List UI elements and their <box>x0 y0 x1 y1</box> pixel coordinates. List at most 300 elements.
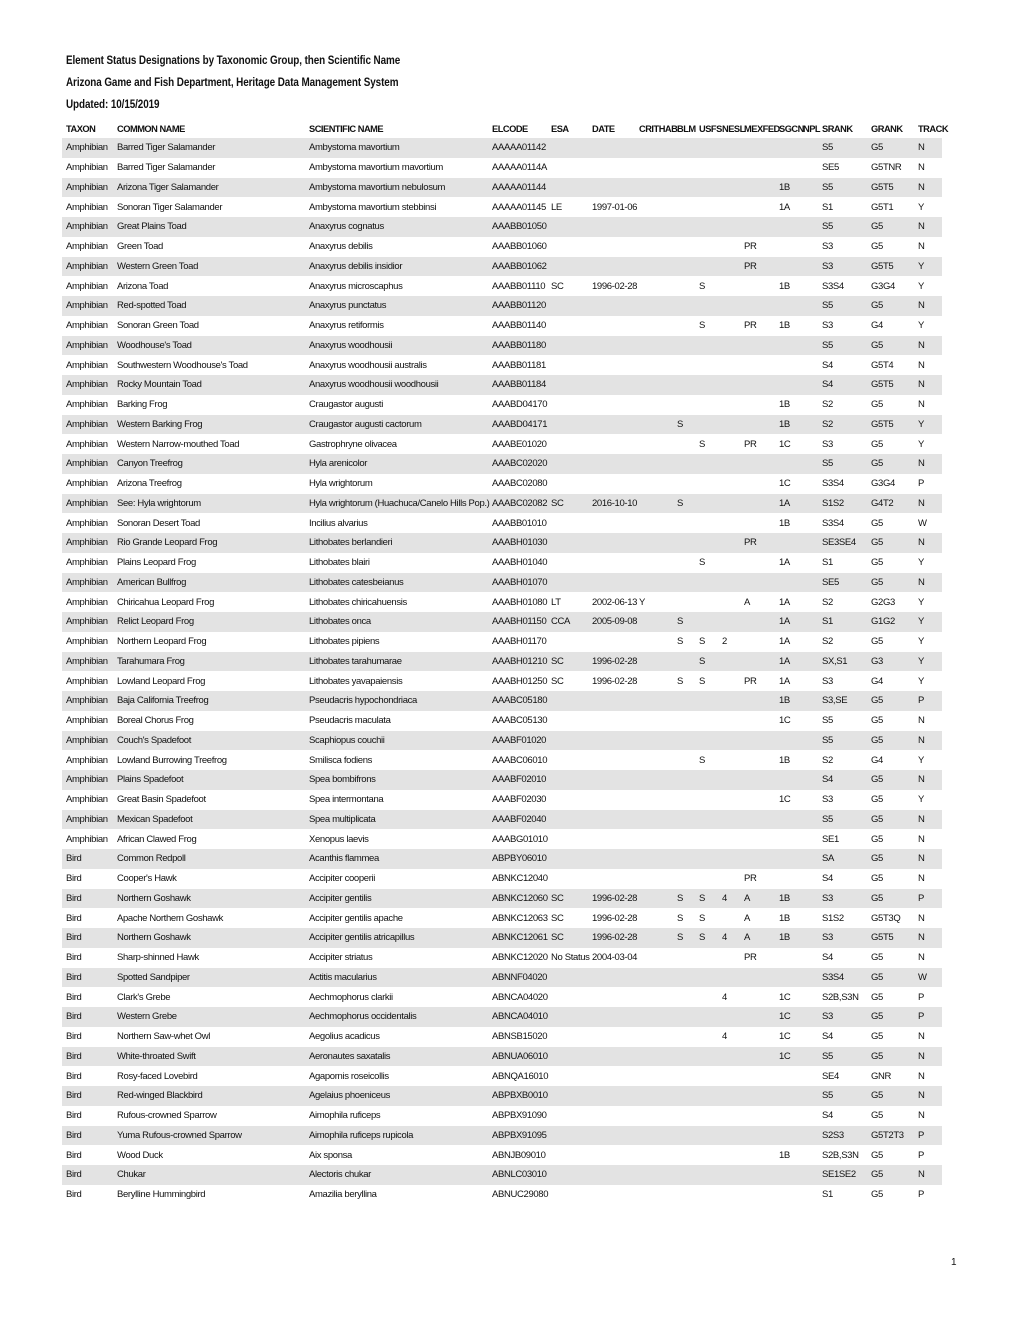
cell-grank: G5TNR <box>871 162 902 174</box>
cell-usfs <box>695 731 718 751</box>
cell-scientific-name: Ambystoma mavortium <box>305 138 488 158</box>
cell-track: W <box>918 517 927 529</box>
cell-usfs <box>695 533 718 553</box>
cell-taxon: Amphibian <box>66 201 108 213</box>
cell-mexfed <box>740 178 775 198</box>
cell-blm <box>673 1126 695 1146</box>
cell-grank: G5 <box>867 849 914 869</box>
cell-esa <box>547 316 588 336</box>
cell-nesl <box>718 355 740 375</box>
table-row <box>62 928 942 948</box>
cell-nesl <box>718 178 740 198</box>
cell-crithab <box>635 1165 673 1185</box>
cell-crithab <box>635 790 673 810</box>
cell-grank: G5 <box>871 399 883 411</box>
cell-date <box>588 533 635 553</box>
cell-crithab <box>635 415 673 435</box>
cell-blm <box>673 652 695 672</box>
cell-common-name: Barking Frog <box>117 399 168 411</box>
cell-date: 1996-02-28 <box>592 280 638 292</box>
cell-srank: S3 <box>818 928 867 948</box>
cell-blm <box>673 178 695 198</box>
cell-scientific-name: Lithobates tarahumarae <box>305 652 488 672</box>
cell-track: Y <box>918 754 924 766</box>
cell-nesl <box>718 1066 740 1086</box>
cell-crithab <box>635 336 673 356</box>
table-row <box>62 691 942 711</box>
table-row <box>62 434 942 454</box>
cell-date <box>588 810 635 830</box>
cell-elcode: AAABB01181 <box>492 359 546 371</box>
cell-grank: G3G4 <box>871 478 895 490</box>
cell-srank: S2B,S3N <box>822 1149 859 1161</box>
cell-track: N <box>914 494 942 514</box>
cell-taxon: Bird <box>62 928 113 948</box>
table-row <box>62 849 942 869</box>
cell-mexfed: PR <box>744 952 757 964</box>
cell-elcode: ABNUC29080 <box>492 1189 549 1201</box>
cell-npl <box>799 770 818 790</box>
table-row <box>62 355 942 375</box>
cell-elcode: AAABD04171 <box>488 415 547 435</box>
cell-sgcn: 1B <box>779 399 790 411</box>
cell-track: Y <box>918 320 924 332</box>
cell-track: N <box>918 1031 925 1043</box>
cell-blm <box>673 296 695 316</box>
cell-npl <box>799 1126 818 1146</box>
cell-common-name: Sonoran Tiger Salamander <box>117 201 223 213</box>
column-header-grank: GRANK <box>871 123 903 134</box>
cell-date: 2016-10-10 <box>588 494 635 514</box>
cell-sgcn <box>775 375 799 395</box>
cell-elcode: AAABB01050 <box>488 217 547 237</box>
cell-usfs <box>695 355 718 375</box>
cell-mexfed: A <box>744 596 750 608</box>
cell-track: N <box>918 715 925 727</box>
cell-elcode: ABNCA04010 <box>488 1007 547 1027</box>
cell-crithab <box>635 1126 673 1146</box>
cell-esa: LE <box>551 201 562 213</box>
cell-srank: S3S4 <box>822 517 844 529</box>
cell-nesl <box>718 434 740 454</box>
cell-elcode: AAAAA01142 <box>488 138 547 158</box>
cell-crithab <box>635 908 673 928</box>
cell-nesl <box>718 415 740 435</box>
cell-scientific-name: Anaxyrus debilis insidior <box>305 257 488 277</box>
cell-usfs <box>695 1027 718 1047</box>
table-row <box>62 592 942 612</box>
cell-nesl <box>718 217 740 237</box>
cell-elcode: AAABC02082 <box>488 494 547 514</box>
cell-blm <box>673 197 695 217</box>
cell-date <box>588 336 635 356</box>
cell-mexfed <box>740 612 775 632</box>
cell-grank: G5T5 <box>867 415 914 435</box>
cell-grank: G5 <box>871 636 883 648</box>
table-row <box>62 750 942 770</box>
cell-date <box>588 770 635 790</box>
cell-esa <box>547 1165 588 1185</box>
cell-npl <box>799 928 818 948</box>
cell-esa <box>547 533 588 553</box>
cell-usfs <box>695 592 718 612</box>
cell-nesl <box>718 533 740 553</box>
cell-common-name: Northern Goshawk <box>113 889 305 909</box>
cell-npl <box>799 355 818 375</box>
cell-taxon: Amphibian <box>62 573 113 593</box>
cell-date <box>588 1086 635 1106</box>
cell-scientific-name: Lithobates pipiens <box>309 636 380 648</box>
cell-npl <box>799 533 818 553</box>
cell-track: N <box>918 359 925 371</box>
cell-common-name: Boreal Chorus Frog <box>117 715 194 727</box>
cell-mexfed <box>740 513 775 533</box>
table-row <box>62 731 942 751</box>
cell-sgcn: 1B <box>779 754 790 766</box>
cell-crithab <box>635 632 673 652</box>
cell-date <box>588 553 635 573</box>
column-header-mexfed: MEXFED <box>744 123 780 134</box>
cell-taxon: Bird <box>66 1189 82 1201</box>
cell-crithab <box>635 889 673 909</box>
cell-common-name: Tarahumara Frog <box>113 652 305 672</box>
cell-scientific-name: Actitis macularius <box>305 968 488 988</box>
cell-elcode: AAABB01120 <box>488 296 547 316</box>
cell-date <box>588 731 635 751</box>
cell-track: Y <box>918 201 924 213</box>
table-row <box>62 889 942 909</box>
table-header-row <box>62 119 942 138</box>
cell-usfs: S <box>699 675 705 687</box>
cell-crithab <box>635 711 673 731</box>
cell-srank: S5 <box>822 715 833 727</box>
cell-scientific-name: Ambystoma mavortium nebulosum <box>305 178 488 198</box>
cell-srank: S4 <box>818 375 867 395</box>
cell-scientific-name: Lithobates chiricahuensis <box>309 596 407 608</box>
cell-sgcn <box>775 1185 799 1205</box>
cell-date <box>588 829 635 849</box>
cell-scientific-name: Anaxyrus microscaphus <box>309 280 403 292</box>
cell-elcode: AAABH01170 <box>492 636 547 648</box>
cell-crithab <box>635 573 673 593</box>
cell-common-name: Arizona Tiger Salamander <box>113 178 305 198</box>
cell-blm: S <box>673 494 695 514</box>
cell-elcode: ABNKC12040 <box>492 873 548 885</box>
cell-grank: G5 <box>871 991 883 1003</box>
cell-scientific-name: Accipiter gentilis atricapillus <box>305 928 488 948</box>
cell-date <box>588 178 635 198</box>
cell-esa: SC <box>547 652 588 672</box>
column-header-npl: NPL <box>803 123 821 134</box>
cell-taxon: Amphibian <box>66 241 108 253</box>
cell-mexfed <box>740 197 775 217</box>
cell-scientific-name: Anaxyrus woodhousii <box>305 336 488 356</box>
cell-crithab <box>635 1185 673 1205</box>
cell-blm <box>673 849 695 869</box>
cell-grank: G5 <box>867 889 914 909</box>
cell-esa <box>547 513 588 533</box>
cell-npl <box>799 1145 818 1165</box>
cell-esa <box>547 336 588 356</box>
cell-npl <box>799 1086 818 1106</box>
cell-track: P <box>914 1007 942 1027</box>
cell-track: Y <box>918 596 924 608</box>
cell-sgcn <box>775 138 799 158</box>
cell-sgcn <box>775 336 799 356</box>
cell-taxon: Amphibian <box>62 375 113 395</box>
cell-crithab <box>635 434 673 454</box>
cell-elcode: AAABD04170 <box>492 399 548 411</box>
table-row <box>62 671 942 691</box>
table-row <box>62 158 942 178</box>
cell-srank: S5 <box>818 1086 867 1106</box>
cell-srank: S3S4 <box>822 280 844 292</box>
cell-mexfed <box>740 849 775 869</box>
cell-blm <box>673 948 695 968</box>
cell-grank: G5 <box>867 770 914 790</box>
cell-usfs <box>695 770 718 790</box>
cell-date <box>588 1027 635 1047</box>
cell-nesl <box>718 513 740 533</box>
cell-blm <box>673 1165 695 1185</box>
table-row <box>62 296 942 316</box>
cell-esa <box>547 178 588 198</box>
cell-common-name: White-throated Swift <box>113 1047 305 1067</box>
cell-srank: S3 <box>822 438 833 450</box>
cell-usfs <box>695 513 718 533</box>
cell-taxon: Bird <box>66 991 82 1003</box>
cell-sgcn <box>775 968 799 988</box>
cell-mexfed: PR <box>744 675 757 687</box>
cell-mexfed <box>740 770 775 790</box>
cell-crithab <box>635 671 673 691</box>
cell-grank: G5 <box>871 1031 883 1043</box>
cell-date <box>588 968 635 988</box>
cell-common-name: Rocky Mountain Toad <box>113 375 305 395</box>
cell-npl <box>799 158 818 178</box>
cell-esa <box>547 869 588 889</box>
cell-common-name: Arizona Toad <box>117 280 169 292</box>
cell-taxon: Bird <box>62 849 113 869</box>
cell-sgcn: 1A <box>775 494 799 514</box>
cell-crithab <box>635 849 673 869</box>
cell-nesl <box>718 869 740 889</box>
cell-mexfed <box>740 395 775 415</box>
cell-scientific-name: Ambystoma mavortium stebbinsi <box>309 201 437 213</box>
cell-grank: G5 <box>867 810 914 830</box>
cell-grank: G5 <box>867 691 914 711</box>
cell-npl <box>799 869 818 889</box>
cell-common-name: Spotted Sandpiper <box>113 968 305 988</box>
cell-esa <box>547 553 588 573</box>
cell-common-name: Red-spotted Toad <box>113 296 305 316</box>
cell-elcode: ABNLC03010 <box>488 1165 547 1185</box>
cell-taxon: Bird <box>66 952 82 964</box>
cell-taxon: Amphibian <box>66 715 108 727</box>
cell-npl <box>799 434 818 454</box>
cell-sgcn: 1A <box>779 675 790 687</box>
cell-sgcn: 1A <box>779 596 790 608</box>
cell-taxon: Amphibian <box>62 731 113 751</box>
cell-mexfed <box>740 1007 775 1027</box>
cell-srank: S5 <box>818 296 867 316</box>
cell-scientific-name: Lithobates blairi <box>309 557 370 569</box>
cell-npl <box>799 889 818 909</box>
cell-mexfed <box>740 1047 775 1067</box>
cell-npl <box>799 316 818 336</box>
cell-common-name: Red-winged Blackbird <box>113 1086 305 1106</box>
cell-esa: No Status <box>551 952 590 964</box>
cell-track: N <box>918 1110 925 1122</box>
table-row <box>62 810 942 830</box>
cell-grank: G5T5 <box>867 375 914 395</box>
cell-date <box>588 632 635 652</box>
cell-esa <box>547 1185 588 1205</box>
cell-scientific-name: Ambystoma mavortium mavortium <box>309 162 443 174</box>
cell-track: N <box>918 399 925 411</box>
cell-track: N <box>914 217 942 237</box>
cell-sgcn: 1B <box>775 889 799 909</box>
cell-elcode: ABPBY06010 <box>488 849 547 869</box>
table-row <box>62 652 942 672</box>
cell-crithab <box>635 691 673 711</box>
cell-srank: SE5 <box>818 573 867 593</box>
cell-srank: S1 <box>822 1189 833 1201</box>
cell-esa <box>547 849 588 869</box>
cell-common-name: Lowland Leopard Frog <box>117 675 206 687</box>
cell-blm: S <box>677 912 683 924</box>
cell-usfs <box>695 1007 718 1027</box>
cell-date: 1996-02-28 <box>588 928 635 948</box>
cell-scientific-name: Anaxyrus cognatus <box>305 217 488 237</box>
cell-srank: S3S4 <box>822 478 844 490</box>
cell-npl <box>799 217 818 237</box>
cell-mexfed <box>740 1126 775 1146</box>
cell-date <box>588 474 635 494</box>
column-header-sgcn: SGCN <box>779 123 804 134</box>
cell-usfs <box>695 415 718 435</box>
cell-taxon: Amphibian <box>66 399 108 411</box>
cell-crithab <box>635 375 673 395</box>
report-source: Arizona Game and Fish Department, Heritage Data Management System <box>66 77 399 89</box>
cell-elcode: ABNKC12020 <box>492 952 548 964</box>
cell-npl <box>799 1185 818 1205</box>
cell-elcode: AAABH01080 <box>492 596 548 608</box>
cell-esa: SC <box>551 675 564 687</box>
cell-crithab <box>635 928 673 948</box>
cell-date <box>588 257 635 277</box>
cell-npl <box>799 908 818 928</box>
cell-blm <box>673 1185 695 1205</box>
cell-sgcn <box>775 849 799 869</box>
cell-scientific-name: Alectoris chukar <box>305 1165 488 1185</box>
cell-date <box>588 158 635 178</box>
cell-track: N <box>914 573 942 593</box>
cell-esa: CCA <box>547 612 588 632</box>
cell-grank: G5 <box>867 533 914 553</box>
cell-npl <box>799 197 818 217</box>
cell-srank: S5 <box>818 731 867 751</box>
cell-npl <box>799 652 818 672</box>
cell-date: 2004-03-04 <box>592 952 638 964</box>
cell-blm <box>673 592 695 612</box>
cell-date <box>588 375 635 395</box>
table-row <box>62 948 942 968</box>
table-row <box>62 790 942 810</box>
cell-esa <box>547 691 588 711</box>
cell-npl <box>799 1047 818 1067</box>
cell-taxon: Amphibian <box>62 494 113 514</box>
cell-npl <box>799 375 818 395</box>
cell-elcode: AAABH01150 <box>488 612 547 632</box>
cell-npl <box>799 553 818 573</box>
cell-scientific-name: Xenopus laevis <box>309 833 369 845</box>
cell-elcode: AAABG01010 <box>492 833 548 845</box>
cell-scientific-name: Hyla wrightorum <box>309 478 373 490</box>
cell-nesl <box>718 336 740 356</box>
cell-npl <box>799 612 818 632</box>
cell-common-name: African Clawed Frog <box>117 833 197 845</box>
cell-sgcn: 1B <box>779 912 790 924</box>
cell-scientific-name: Craugastor augusti <box>309 399 383 411</box>
cell-common-name: Chukar <box>113 1165 305 1185</box>
cell-nesl <box>718 790 740 810</box>
cell-npl <box>799 731 818 751</box>
cell-elcode: AAABB01060 <box>492 241 547 253</box>
cell-grank: G5 <box>867 138 914 158</box>
cell-esa <box>547 1007 588 1027</box>
cell-taxon: Bird <box>62 889 113 909</box>
cell-track: Y <box>914 257 942 277</box>
cell-elcode: AAABC02080 <box>492 478 548 490</box>
cell-common-name: Plains Leopard Frog <box>117 557 196 569</box>
cell-blm <box>673 810 695 830</box>
cell-grank: G5 <box>867 1007 914 1027</box>
cell-taxon: Amphibian <box>62 415 113 435</box>
cell-sgcn <box>775 1086 799 1106</box>
cell-blm <box>673 276 695 296</box>
cell-usfs <box>695 790 718 810</box>
report-updated-date: Updated: 10/15/2019 <box>66 99 160 111</box>
cell-mexfed <box>740 474 775 494</box>
cell-grank: G5 <box>871 715 883 727</box>
cell-taxon: Amphibian <box>66 359 108 371</box>
cell-sgcn: 1A <box>779 201 790 213</box>
cell-crithab <box>635 652 673 672</box>
cell-elcode: AAABB01110 <box>492 280 546 292</box>
cell-srank: S5 <box>818 336 867 356</box>
cell-grank: G5 <box>867 217 914 237</box>
cell-sgcn: 1C <box>779 438 791 450</box>
cell-grank: G2G3 <box>871 596 895 608</box>
table-row <box>62 197 942 217</box>
cell-grank: G4T2 <box>867 494 914 514</box>
table-row <box>62 1086 942 1106</box>
cell-mexfed <box>740 1145 775 1165</box>
cell-blm <box>673 257 695 277</box>
cell-esa <box>547 1106 588 1126</box>
table-row <box>62 612 942 632</box>
cell-npl <box>799 1066 818 1086</box>
cell-usfs: S <box>695 928 718 948</box>
cell-mexfed <box>740 138 775 158</box>
table-row <box>62 138 942 158</box>
cell-esa: SC <box>547 889 588 909</box>
cell-track: P <box>918 478 924 490</box>
cell-npl <box>799 494 818 514</box>
cell-elcode: AAABC05180 <box>488 691 547 711</box>
cell-sgcn <box>775 158 799 178</box>
